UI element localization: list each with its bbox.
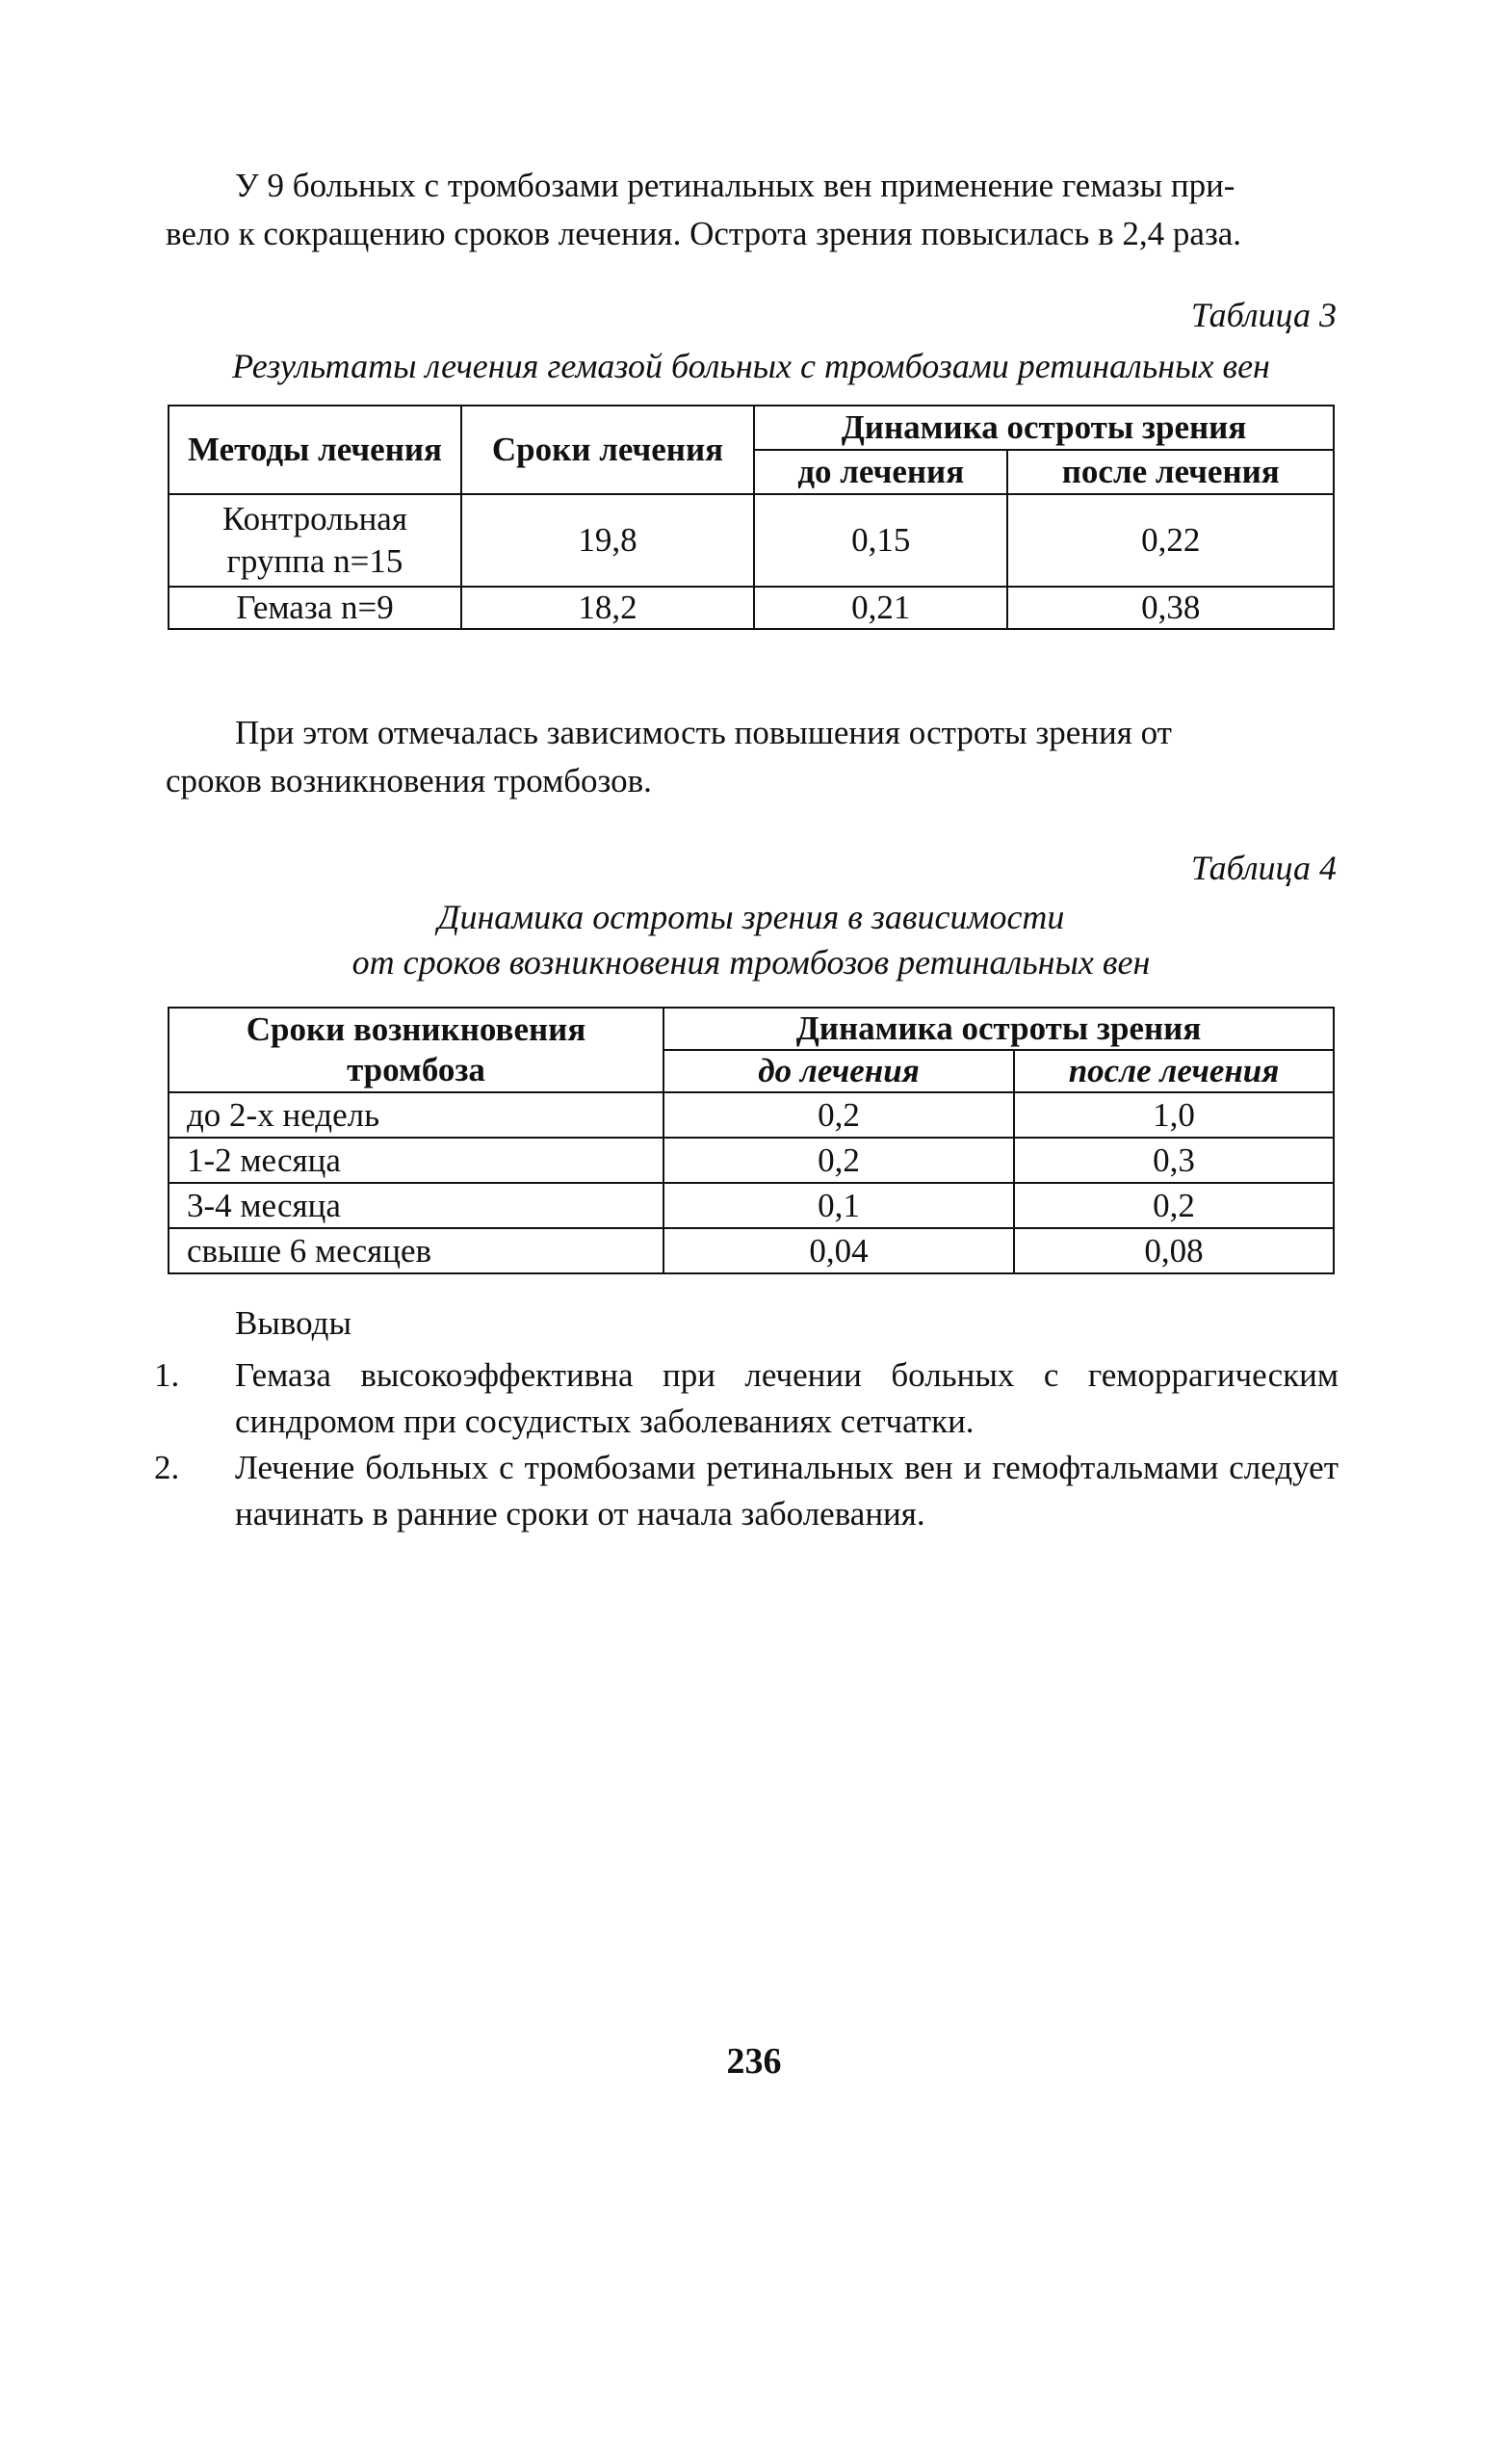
table4-caption-2: от сроков возникновения тромбозов ретинальных вен	[351, 943, 1151, 982]
t4-cell-after: 0,08	[1014, 1228, 1334, 1273]
t3-cell-after: 0,38	[1007, 587, 1334, 629]
t3-cell-before: 0,15	[754, 494, 1007, 587]
table-row	[169, 1092, 1334, 1138]
list-item	[154, 1352, 1339, 1445]
t3-cell-method: Контрольная группа n=15	[169, 494, 461, 587]
t3-header-dynamics: Динамика остроты зрения	[754, 406, 1334, 450]
t4-header-after: после лечения	[1014, 1050, 1334, 1092]
middle-line-1: При этом отмечалась зависимость повышения остроты зрения от	[235, 714, 1172, 751]
table-row	[169, 1183, 1334, 1228]
middle-line-2: сроков возникновения тромбозов.	[166, 762, 652, 799]
page-number: 236	[726, 2041, 782, 2082]
middle-paragraph	[166, 709, 1337, 805]
list-item	[154, 1445, 1339, 1537]
table4-caption-1: Динамика остроты зрения в зависимости	[437, 898, 1065, 936]
t4-cell-onset: свыше 6 месяцев	[169, 1228, 663, 1273]
t4-cell-after: 1,0	[1014, 1092, 1334, 1138]
t3-header-methods: Методы лечения	[169, 406, 461, 494]
list-item-text: Гемаза высокоэффективна при лечении больных с геморрагическим синдромом при сосудистых заболеваниях сетчатки.	[235, 1356, 1339, 1440]
t4-cell-after: 0,3	[1014, 1138, 1334, 1183]
intro-line-2: вело к сокращению сроков лечения. Острота зрения повысилась в 2,4 раза.	[166, 215, 1242, 252]
list-item-text: Лечение больных с тромбозами ретинальных вен и гемофтальмами следует начинать в ранние сроки от начала заболевания.	[235, 1449, 1339, 1533]
t3-header-after: после лечения	[1007, 450, 1334, 494]
table-row	[169, 1138, 1334, 1183]
conclusions-title: Выводы	[235, 1304, 351, 1342]
table4-label: Таблица 4	[1190, 849, 1337, 887]
intro-paragraph	[166, 162, 1337, 258]
t3-cell-term: 19,8	[461, 494, 754, 587]
t3-header-before: до лечения	[754, 450, 1007, 494]
table3	[168, 405, 1335, 630]
t4-cell-before: 0,1	[663, 1183, 1014, 1228]
t4-header-before: до лечения	[663, 1050, 1014, 1092]
list-item-number: 2.	[154, 1449, 180, 1486]
table-row	[169, 494, 1334, 587]
table3-caption: Результаты лечения гемазой больных с тромбозами ретинальных вен	[232, 347, 1270, 385]
table-row	[169, 587, 1334, 629]
t4-header-onset: Сроки возникновения тромбоза	[169, 1008, 663, 1092]
t3-cell-method: Гемаза n=9	[169, 587, 461, 629]
t4-cell-after: 0,2	[1014, 1183, 1334, 1228]
t4-cell-before: 0,2	[663, 1138, 1014, 1183]
t4-cell-before: 0,2	[663, 1092, 1014, 1138]
table4	[168, 1007, 1335, 1274]
list-item-number: 1.	[154, 1356, 180, 1394]
intro-line-1: У 9 больных с тромбозами ретинальных вен применение гемазы при-	[235, 167, 1235, 204]
table3-label: Таблица 3	[1190, 296, 1337, 334]
t3-cell-term: 18,2	[461, 587, 754, 629]
t3-cell-after: 0,22	[1007, 494, 1334, 587]
t4-cell-onset: 3-4 месяца	[169, 1183, 663, 1228]
table-row	[169, 1228, 1334, 1273]
t4-cell-before: 0,04	[663, 1228, 1014, 1273]
t3-cell-before: 0,21	[754, 587, 1007, 629]
t4-cell-onset: до 2-х недель	[169, 1092, 663, 1138]
t4-cell-onset: 1-2 месяца	[169, 1138, 663, 1183]
t3-header-terms: Сроки лечения	[461, 406, 754, 494]
t4-header-dynamics: Динамика остроты зрения	[663, 1008, 1334, 1050]
